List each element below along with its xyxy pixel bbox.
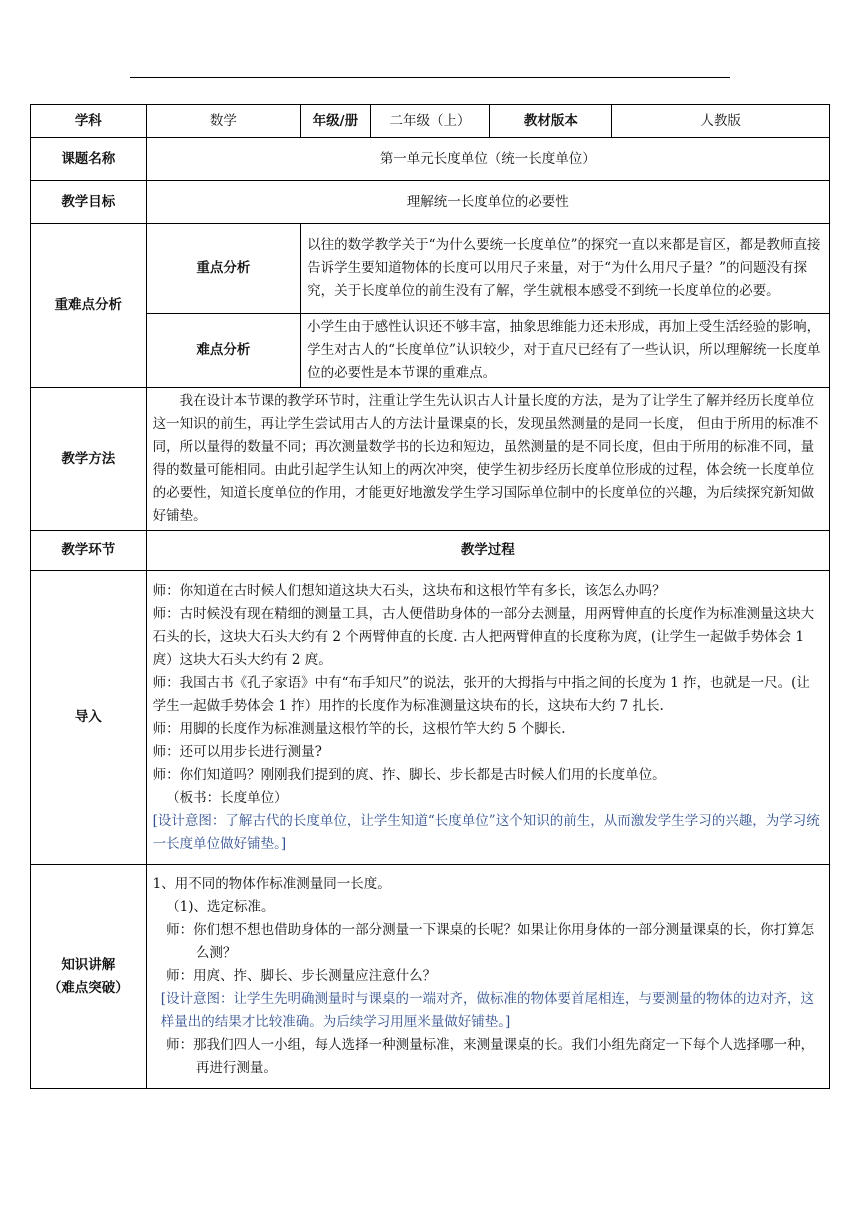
knowledge-line: 师：那我们四人一小组，每人选择一种测量标准，来测量课桌的长。我们小组先商定一下每个人选择哪一种，再进行测量。 [166, 1037, 815, 1076]
edition-value: 人教版 [612, 105, 830, 138]
difficulty-row [31, 314, 830, 388]
subject-label: 学科 [31, 105, 147, 138]
grade-value: 二年级（上） [370, 105, 490, 138]
key-analysis-text: 以往的数学教学关于“为什么要统一长度单位”的探究一直以来都是盲区，都是教师直接告诉学生要知道物体的长度可以用尺子来量，对于“为什么用尺子量？”的问题没有探究，关于长度单位的前生没有了解，学生就根本感受不到统一长度单位的必要。 [301, 224, 830, 314]
method-text: 我在设计本节课的教学环节时，注重让学生先认识古人计量长度的方法，是为了让学生了解并经历长度单位这一知识的前生，再让学生尝试用古人的方法计量课桌的长，发现虽然测量的是同一长度， 但由于所用的标准不同，所以量得的数量不同；再次测量数学书的长边和短边，虽然测量的是不同长度，但由于所用的标准不同，量得的数量可能相同。由此引起学生认知上的两次冲突，使学生初步经历长度单位形成的过程，体会统一长度单位的必要性，知道长度单位的作用，才能更好地激发学生学习国际单位制中的长度单位的兴趣，为后续探究新知做好铺垫。 [152, 393, 819, 524]
knowledge-row [31, 865, 830, 1089]
key-points-label: 重难点分析 [31, 224, 147, 388]
knowledge-line: 师：用庹、拃、脚长、步长测量应注意什么？ [166, 968, 437, 984]
key-analysis-label: 重点分析 [146, 224, 301, 314]
difficulty-analysis-text: 小学生由于感性认识还不够丰富，抽象思维能力还未形成，再加上受生活经验的影响，学生对古人的“长度单位”认识较少，对于直尺已经有了一些认识，所以理解统一长度单位的必要性是本节课的重难点。 [301, 314, 830, 388]
intro-line: 师：我国古书《孔子家语》中有“布手知尺”的说法，张开的大拇指与中指之间的长度为 1 拃，也就是一尺。(让学生一起做手势体会 1 拃）用拃的长度作为标准测量这块布的长，这块布大约 7 扎长. [152, 674, 810, 714]
method-label: 教学方法 [31, 388, 147, 531]
intro-row [31, 571, 830, 865]
intro-line: 师：你们知道吗？刚刚我们提到的庹、拃、脚长、步长都是古时候人们用的长度单位。 [152, 766, 666, 783]
goal-row [31, 181, 830, 224]
header-row [31, 105, 830, 138]
difficulty-analysis-label: 难点分析 [146, 314, 301, 388]
lesson-plan-table [30, 104, 830, 1089]
intro-line: 师：古时候没有现在精细的测量工具，古人便借助身体的一部分去测量，用两臂伸直的长度作为标准测量这块大石头的长，这块大石头大约有 2 个两臂伸直的长度. 古人把两臂伸直的长度称为庹，(让学生一起做手势体会 1 庹）这块大石头大约有 2 庹。 [152, 605, 815, 668]
intro-content [146, 571, 829, 865]
intro-line: 师：还可以用步长进行测量? [152, 743, 322, 760]
process-label: 教学过程 [146, 531, 829, 571]
knowledge-line: 师：你们想不想也借助身体的一部分测量一下课桌的长呢？如果让你用身体的一部分测量课桌的长，你打算怎么测？ [166, 922, 815, 961]
knowledge-line: （1)、选定标准。 [166, 899, 275, 915]
goal-label: 教学目标 [31, 181, 147, 224]
top-rule [130, 77, 730, 78]
design-intent-note: [设计意图：让学生先明确测量时与课桌的一端对齐，做标准的物体要首尾相连，与要测量的物体的边对齐，这样量出的结果才比较准确。为后续学习用厘米量做好铺垫。] [160, 991, 814, 1030]
edition-label: 教材版本 [490, 105, 612, 138]
design-intent-note: [设计意图：了解古代的长度单位，让学生知道“长度单位”这个知识的前生，从而激发学生学习的兴趣，为学习统一长度单位做好铺垫。] [152, 812, 820, 852]
board-note: （板书：长度单位） [166, 789, 288, 806]
lesson-label: 课题名称 [31, 138, 147, 181]
intro-label: 导入 [31, 571, 147, 865]
subject-value: 数学 [146, 105, 301, 138]
process-header-row [31, 531, 830, 571]
knowledge-line: 1、用不同的物体作标准测量同一长度。 [152, 876, 391, 892]
knowledge-label-line1: 知识讲解 [61, 956, 116, 973]
lesson-row [31, 138, 830, 181]
knowledge-label [31, 865, 147, 1089]
intro-line: 师：你知道在古时候人们想知道这块大石头，这块布和这根竹竿有多长，该怎么办吗？ [152, 582, 666, 599]
grade-label: 年级/册 [301, 105, 370, 138]
process-stage-label: 教学环节 [31, 531, 147, 571]
key-point-row [31, 224, 830, 314]
goal-value: 理解统一长度单位的必要性 [146, 181, 829, 224]
intro-line: 师：用脚的长度作为标准测量这根竹竿的长，这根竹竿大约 5 个脚长. [152, 720, 566, 737]
knowledge-label-line2: （难点突破） [47, 979, 129, 996]
lesson-value: 第一单元长度单位（统一长度单位） [146, 138, 829, 181]
knowledge-content [146, 865, 829, 1089]
method-row [31, 388, 830, 531]
